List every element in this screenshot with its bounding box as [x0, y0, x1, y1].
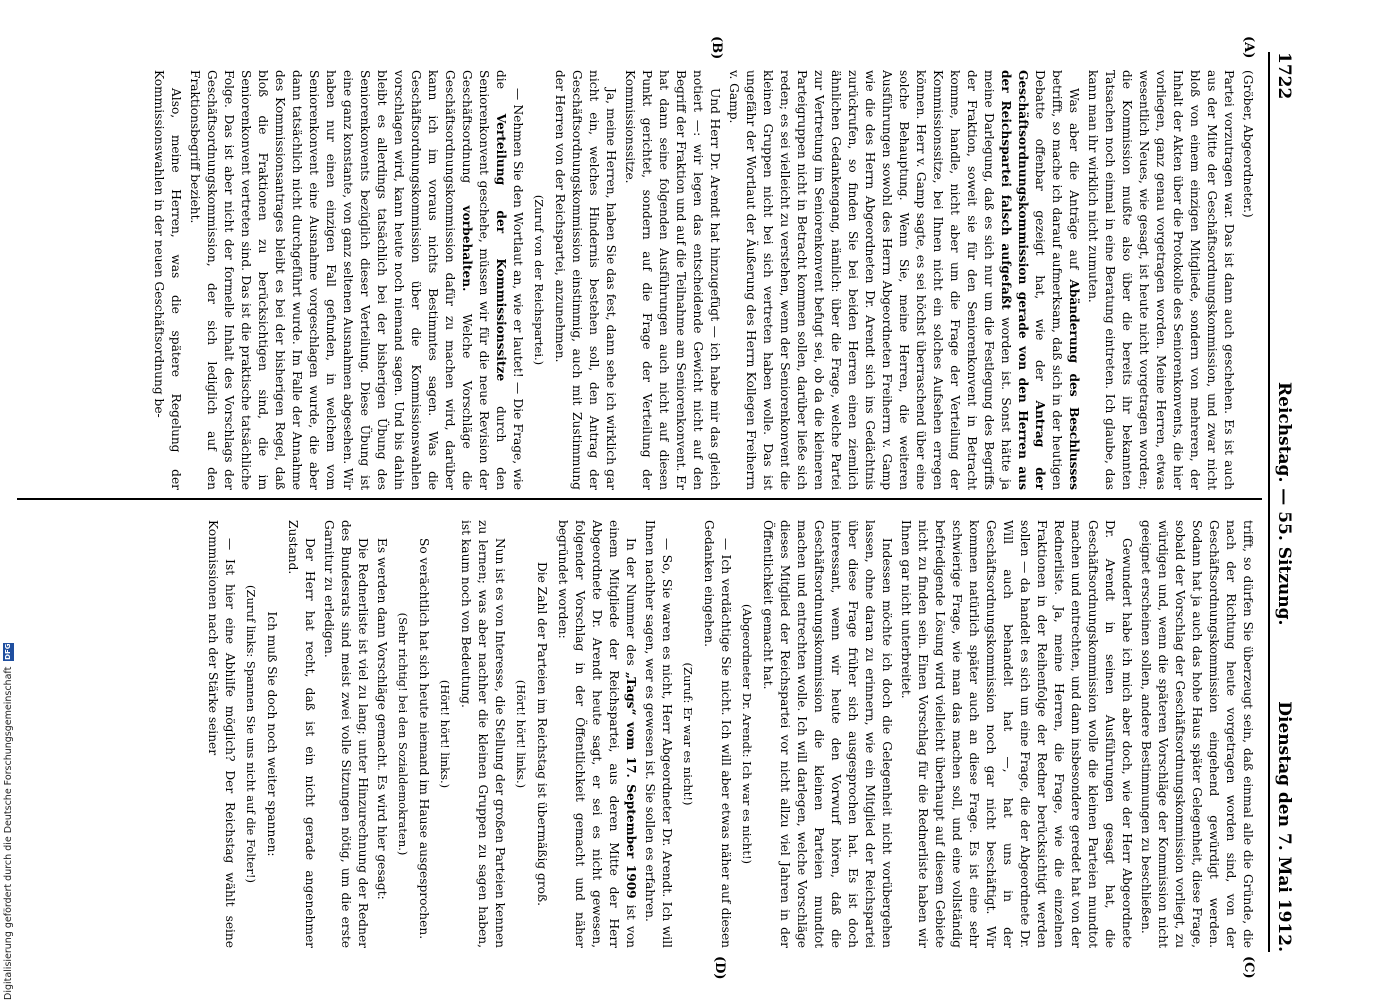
paragraph: — Ist hier eine Abhilfe möglich? Der Reichstag wählt seine Kommissionen nach der Stärke seiner	[206, 520, 237, 948]
emphasis: vorbehalten.	[460, 205, 474, 292]
paragraph: — So, Sie waren es nicht, Herr Abgeordneter Dr. Arendt. Ich will Ihnen nachher sagen, wer es gewesen ist. Sie sollen es erfahren.	[643, 520, 674, 948]
right-column	[16, 520, 1256, 948]
dfg-logo: DFG	[3, 643, 12, 660]
emphasis: „Tags“ vom 17. September 1909	[624, 671, 638, 899]
emphasis: Verteilung der Kommissionssitze	[494, 113, 508, 382]
paragraph: Was aber die Anträge auf Abänderung des Beschlusses betrifft, so mache ich darauf aufmerksam, daß sich in der heutigen Debatte offenbar gezeigt hat, wie der Antrag der Geschäftsordnungskommission gerade von den Herren aus der Reichspartei falsch aufgefaßt worden ist. Sonst hätte ja meine Darlegung, daß es sich nur um die Festlegung des Begriffs der Fraktion, soweit sie für den Seniorenkonvent in Betracht komme, handle, nicht aber um die Frage der Verteilung der Kommissionssitze, bei Ihnen nicht ein solches Aufsehen erregen können. Herr v. Gamp sagte, es sei höchst überraschend über eine solche Behauptung. Wenn Sie, meine Herren, die weiteren Ausführungen sowohl des Herrn Abgeordneten Freiherrn v. Gamp wie die des Herrn Abgeordneten Dr. Arendt sich ins Gedächtnis zurückrufen, so finden Sie bei beiden Herren einen ziemlich ähnlichen Gedankengang, nämlich: über die Frage, welche Partei zur Vertretung im Seniorenkonvent befugt sei, ob da die kleineren Parteigruppen nicht in Betracht kommen sollen, darüber ließe sich reden; es sei vielleicht zu verstehen, wenn der Seniorenkonvent die kleinen Gruppen nicht bei sich vertreten haben wolle. Das ist ungefähr der Wortlaut der Äußerung des Herrn Kollegen Freiherrn v. Gamp.	[727, 70, 1081, 490]
margin-marker-d: (D)	[712, 956, 727, 980]
digitization-credit	[0, 600, 16, 1000]
credit-text: Digitalisierung gefördert durch die Deutsche Forschungsgemeinschaft	[2, 666, 14, 1000]
interjection: (Hört! hört! links.)	[514, 679, 528, 789]
emphasis: Antrag der Geschäftsordnungskommission gerade von den Herren aus der Reichspartei falsch aufgefaßt	[999, 70, 1047, 490]
quotation: Nun ist es von Interesse, die Stellung der großen Parteien kennen zu lernen; was aber nachher die kleinen Gruppen zu sagen haben, ist kaum noch von Bedeutung.	[459, 520, 507, 948]
left-column	[16, 70, 1256, 490]
paragraph: Ja, meine Herren, haben Sie das fest, dann sehe ich wirklich gar nicht ein, welches Hindernis bestehen soll, den Antrag der Geschäftsordnungskommission einstimmig, auch mit Zustimmung der Herren von der Reichspartei, anzunehmen.	[553, 70, 618, 490]
paragraph: In der Nummer des „Tags“ vom 17. September 1909 ist von einem Mitgliede der Reichspartei, aus deren Mitte der Herr Abgeordnete Dr. Arendt heute sagt, er sei es nicht gewesen, folgender Vorschlag in der Öffentlichkeit gemacht und näher begründet worden:	[556, 520, 638, 948]
paragraph: Der Herr hat recht, daß ist ein nicht gerade angenehmer Zustand.	[286, 520, 317, 948]
paragraph: Also, meine Herren, was die spätere Regelung der Kommissionswahlen in der neuen Geschäftsordnung be-	[152, 70, 183, 490]
quotation: Die Zahl der Parteien im Reichstag ist übermäßig groß.	[535, 561, 549, 907]
paragraph: — Ich verdächtige Sie nicht. Ich will aber etwas näher auf diesen Gedanken eingehen.	[702, 520, 733, 948]
emphasis: Abänderung des Beschlusses	[1067, 279, 1081, 490]
column-divider	[17, 498, 1262, 500]
paragraph: Indessen möchte ich doch die Gelegenheit nicht vorübergehen lassen, ohne daran zu erinnern, wie ein Mitglied der Reichspartei über diese Frage früher sich ausgesprochen hat. Es ist doch interessant, wenn wir heute den Vorwurf hören, daß die Geschäftsordnungskommission die kleinen Parteien mundtot machen und entrechten wolle. Ich will darlegen, welche Vorschläge dieses Mitglied der Reichspartei vor nicht allzu viel Jahren in der Öffentlichkeit gemacht hat.	[761, 520, 894, 948]
interjection: (Zuruf links: Spannen Sie uns nicht auf die Folter!)	[244, 585, 258, 883]
margin-marker-c: (C)	[1241, 956, 1256, 979]
margin-marker-a: (A)	[1241, 36, 1256, 59]
header-rule	[1268, 52, 1270, 952]
paragraph: — Nehmen Sie den Wortlaut an, wie er lautet! — Die Frage, wie die Verteilung der Kommissionssitze durch den Seniorenkonvent geschehe, müssen wir für die neue Revision der Geschäftsordnung vorbehalten. Welche Vorschläge die Geschäftsordnungskommission dafür zu machen wird, darüber kann ich im voraus nichts Bestimmtes sagen. Was die Geschäftsordnungskommission über die Kommissionswahlen vorschlagen wird, kann heute noch niemand sagen. Und bis dahin bleibt es allerdings tatsächlich bei der bisherigen Übung des Seniorenkonvents bezüglich dieser Verteilung. Diese Übung ist eine ganz konstante, von ganz seltenen Ausnahmen abgesehen. Wir haben nur einen einzigen Fall gefunden, in welchem vom Seniorenkonvent eine Ausnahme vorgeschlagen wurde, die aber dann tatsächlich nicht durchgeführt wurde. Im Falle der Annahme des Kommissionsantrages bleibt es bei der bisherigen Regel, daß bloß die Fraktionen zu berücksichtigen sind, die im Seniorenkonvent vertreten sind. Das ist die praktische tatsächliche Folge. Das ist aber nicht der formelle Inhalt des Vorschlags der Geschäftsordnungskommission, der sich lediglich auf den Fraktionsbegriff bezieht.	[188, 70, 525, 490]
paragraph: Gewundert habe ich mich aber doch, wie der Herr Abgeordnete Dr. Arendt in seinen Ausführungen gesagt hat, die Geschäftsordnungskommission wolle die kleinen Parteien mundtot machen und entrechten, und dann insbesondere geredet hat von der Rednerliste. Ja, meine Herren, die Frage, wie die einzelnen Fraktionen in der Reihenfolge der Redner berücksichtigt werden sollen — da handelt es sich um eine Frage, die der Abgeordnete Dr. Will auch behandelt hat —, hat uns in der Geschäftsordnungskommission noch gar nicht beschäftigt. Wir kommen natürlich später auch an diese Frage. Es ist eine sehr schwierige Frage, wie man das machen soll, und eine vollständig befriedigende Lösung wird vielleicht überhaupt auf diesem Gebiete nicht zu finden sein. Einen Vorschlag für die Rednerliste haben wir Ihnen gar nicht unterbreitet.	[899, 520, 1134, 948]
interjection: (Zuruf von der Reichspartei.)	[532, 194, 546, 366]
interjection: (Hört! hört! links.)	[438, 679, 452, 789]
paragraph: Partei vorzutragen war. Das ist dann auch geschehen. Es ist auch aus der Mitte der Geschäftsordnungskommission, und zwar nicht bloß von einem einzigen Mitgliede, sondern von mehreren, der Inhalt der Akten über die Protokolle des Seniorenkonvents, die hier vorliegen, ganz genau vorgetragen worden. Meine Herren, etwas wesentlich Neues, wie gesagt, ist heute nicht vorgetragen worden; die Kommission mußte also über die bereits ihr bekannten Tatsachen noch einmal in eine Beratung eintreten. Ich glaube, das kann man ihr wirklich nicht zumuten.	[1086, 70, 1236, 490]
header-title: Reichstag. — 55. Sitzung.	[1274, 382, 1294, 626]
paragraph: So verächtlich hat sich heute niemand im Hause ausgesprochen.	[417, 538, 431, 940]
margin-marker-b: (B)	[709, 36, 724, 60]
header-date: Dienstag den 7. Mai 1912.	[1274, 701, 1294, 952]
interjection: (Zuruf: Er war es nicht!)	[681, 662, 695, 806]
speaker-label: (Gröber, Abgeordneter.)	[1241, 70, 1255, 218]
interjection: (Abgeordneter Dr. Arendt: Ich war es nicht!)	[740, 603, 754, 865]
paragraph: Es werden dann Vorschläge gemacht. Es wird hier gesagt:	[375, 538, 389, 900]
quotation: Ich muß Sie doch noch weiter spannen:	[265, 611, 279, 857]
interjection: (Sehr richtig! bei den Sozialdemokraten.)	[396, 612, 410, 856]
page-header	[1268, 52, 1298, 952]
paragraph: trifft, so dürfen Sie überzeugt sein, daß einmal alle die Gründe, die nach der Richtung heute vorgetragen worden sind, von der Geschäftsordnungskommission eingehend gewürdigt werden. Sodann hat ja auch das hohe Haus später Gelegenheit, diese Frage, sobald der Vorschlag der Geschäftsordnungskommission vorliegt, zu würdigen und, wenn die späteren Vorschläge der Kommission nicht geeignet erscheinen sollen, andere Bestimmungen zu beschließen.	[1139, 520, 1255, 948]
paragraph: Und Herr Dr. Arendt hat hinzugefügt — ich habe mir das gleich notiert —: wir legen das entscheidende Gewicht nicht auf den Begriff der Fraktion und auf die Teilnahme am Seniorenkonvent. Er hat dann seine folgenden Ausführungen auch nicht auf diesen Punkt gerichtet, sondern auf die Frage der Verteilung der Kommissionssitze.	[623, 70, 722, 490]
page-number: 1722	[1274, 52, 1294, 100]
quotation: Die Rednerliste ist viel zu lang; unter Hinzurechnung der Redner des Bundesrats sind meist zwei volle Sitzungen nötig, um die erste Garnitur zu erledigen.	[322, 520, 370, 948]
